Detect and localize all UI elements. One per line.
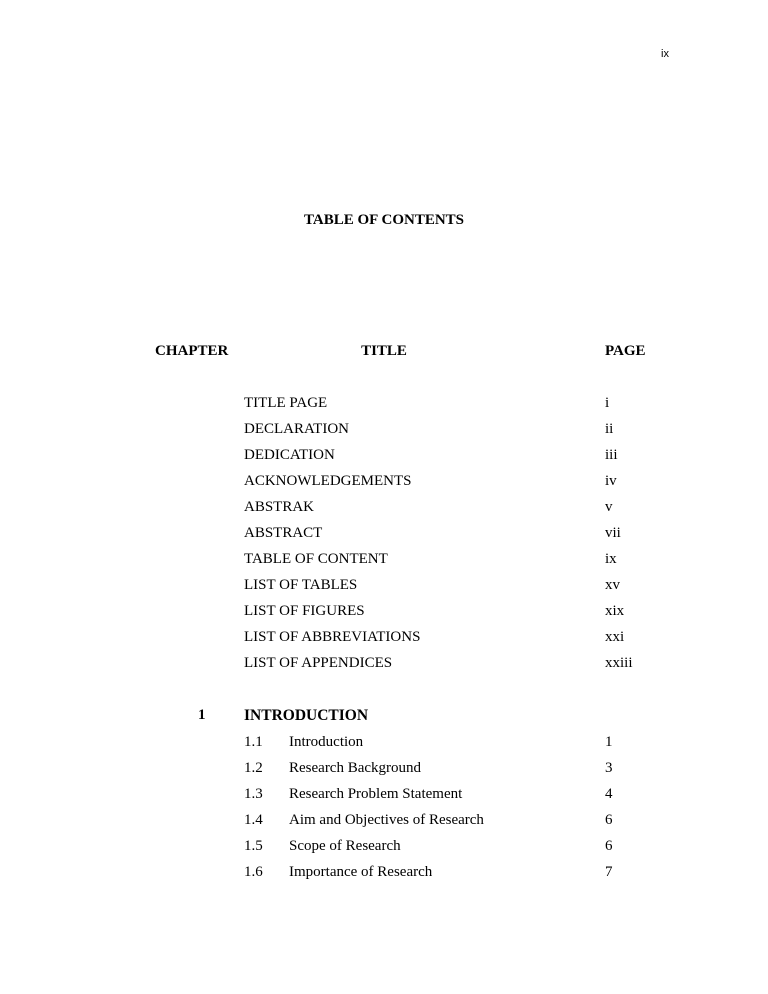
chapter-title: INTRODUCTION	[244, 707, 369, 724]
toc-entry-label: LIST OF ABBREVIATIONS	[244, 629, 421, 645]
toc-section	[0, 786, 768, 806]
toc-entry-page: xxi	[605, 629, 625, 645]
toc-section	[0, 838, 768, 858]
column-header-page: PAGE	[605, 343, 646, 359]
column-header-chapter: CHAPTER	[155, 343, 229, 359]
section-label: Aim and Objectives of Research	[289, 812, 484, 828]
section-number: 1.2	[244, 760, 263, 776]
section-page: 6	[605, 838, 613, 854]
toc-entry	[0, 577, 768, 597]
toc-entry	[0, 551, 768, 571]
toc-entry-label: TITLE PAGE	[244, 395, 328, 411]
toc-entry-label: DECLARATION	[244, 421, 349, 437]
toc-section	[0, 760, 768, 780]
toc-entry	[0, 473, 768, 493]
toc-entry	[0, 395, 768, 415]
toc-entry	[0, 629, 768, 649]
toc-entry-page: xxiii	[605, 655, 633, 671]
toc-entry-page: vii	[605, 525, 621, 541]
chapter-number: 1	[198, 707, 206, 723]
toc-entry-label: DEDICATION	[244, 447, 335, 463]
toc-entry-label: ABSTRAK	[244, 499, 315, 515]
toc-entry	[0, 525, 768, 545]
section-label: Importance of Research	[289, 864, 433, 880]
section-label: Research Background	[289, 760, 422, 776]
toc-entry-label: LIST OF TABLES	[244, 577, 358, 593]
toc-entry	[0, 447, 768, 467]
toc-entry	[0, 499, 768, 519]
section-page: 6	[605, 812, 613, 828]
section-number: 1.4	[244, 812, 263, 828]
toc-entry	[0, 655, 768, 675]
toc-entry-label: ACKNOWLEDGEMENTS	[244, 473, 412, 489]
section-number: 1.5	[244, 838, 263, 854]
column-header-title: TITLE	[361, 343, 407, 359]
page-number: ix	[661, 48, 669, 60]
toc-entry-page: ii	[605, 421, 614, 437]
toc-entry-label: TABLE OF CONTENT	[244, 551, 388, 567]
toc-entry-page: i	[605, 395, 610, 411]
toc-section	[0, 864, 768, 884]
toc-entry-label: LIST OF FIGURES	[244, 603, 365, 619]
toc-section	[0, 812, 768, 832]
section-number: 1.6	[244, 864, 263, 880]
toc-entry-label: ABSTRACT	[244, 525, 323, 541]
section-label: Research Problem Statement	[289, 786, 463, 802]
section-number: 1.3	[244, 786, 263, 802]
toc-entry	[0, 603, 768, 623]
toc-entry	[0, 421, 768, 441]
section-page: 3	[605, 760, 613, 776]
toc-entry-page: iv	[605, 473, 617, 489]
page-title: TABLE OF CONTENTS	[303, 212, 465, 228]
section-label: Introduction	[289, 734, 364, 750]
toc-entry-page: xix	[605, 603, 625, 619]
toc-entry-page: iii	[605, 447, 618, 463]
toc-entry-page: xv	[605, 577, 620, 593]
toc-entry-page: v	[605, 499, 613, 515]
section-page: 4	[605, 786, 613, 802]
section-page: 7	[605, 864, 613, 880]
section-number: 1.1	[244, 734, 263, 750]
toc-entry-page: ix	[605, 551, 617, 567]
section-page: 1	[605, 734, 613, 750]
toc-section	[0, 734, 768, 754]
toc-entry-label: LIST OF APPENDICES	[244, 655, 393, 671]
chapter-heading	[0, 707, 768, 727]
section-label: Scope of Research	[289, 838, 401, 854]
